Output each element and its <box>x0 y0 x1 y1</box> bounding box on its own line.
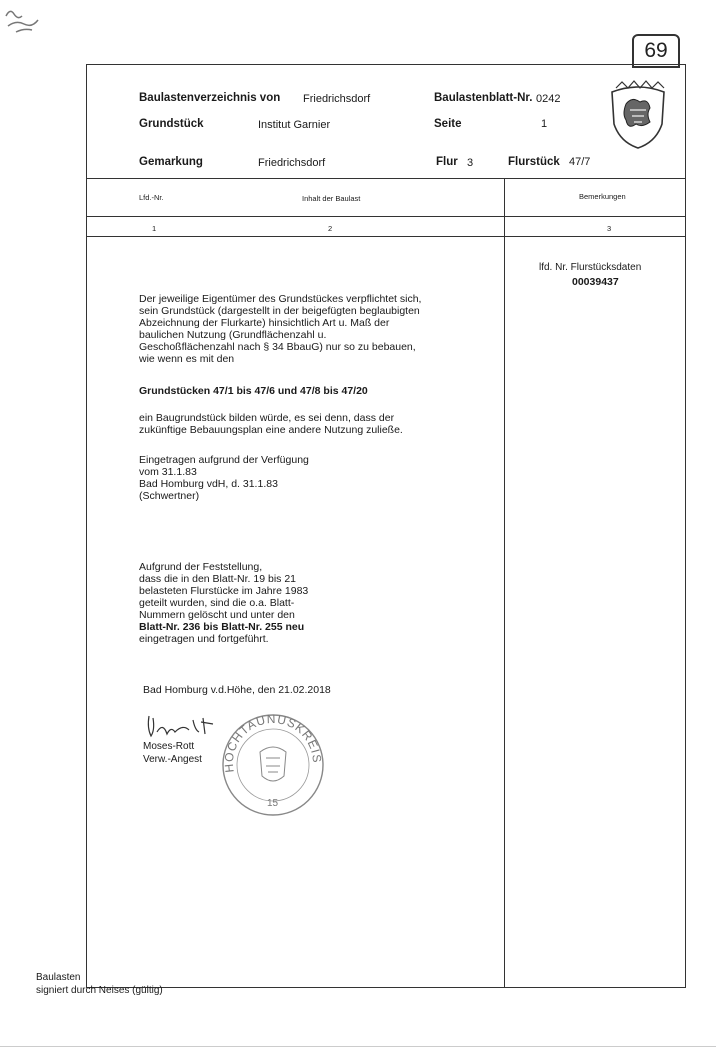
column-separator <box>504 178 505 988</box>
para4 <box>139 561 308 645</box>
frame-left-line <box>86 64 87 988</box>
para3-line: vom 31.1.83 <box>139 466 197 478</box>
col3-number: 3 <box>607 224 612 233</box>
para1-line: sein Grundstück (dargestellt in der beigefügten beglaubigten <box>139 305 420 317</box>
para2-line: zukünftige Bebauungsplan eine andere Nutzung zuließe. <box>139 424 403 436</box>
para4-line: Nummern gelöscht und unter den <box>139 609 295 621</box>
para1-line: baulichen Nutzung (Grundflächenzahl u. <box>139 329 327 341</box>
frame-right-line <box>685 64 686 988</box>
para3-line: (Schwertner) <box>139 490 200 502</box>
grundstueck-label: Grundstück <box>139 118 204 130</box>
svg-text:15: 15 <box>267 798 279 809</box>
corner-scribble <box>2 2 46 38</box>
flur-value: 3 <box>467 157 474 169</box>
header-divider <box>86 178 686 179</box>
gemarkung-label: Gemarkung <box>139 156 203 168</box>
para1-line: Geschoßflächenzahl nach § 34 BbauG) nur so zu bebauen, <box>139 341 416 353</box>
seite-label: Seite <box>434 118 462 130</box>
seite-value: 1 <box>541 118 548 130</box>
content-block <box>139 293 469 365</box>
gemarkung-value: Friedrichsdorf <box>258 157 326 169</box>
grundstuecke-bold-line: Grundstücken 47/1 bis 47/6 und 47/8 bis 47/20 <box>139 385 368 397</box>
para2-line: ein Baugrundstück bilden würde, es sei denn, dass der <box>139 412 395 424</box>
para4-line: geteilt wurden, sind die o.a. Blatt- <box>139 597 295 609</box>
grundstueck-value: Institut Garnier <box>258 119 331 131</box>
para4-line: dass die in den Blatt-Nr. 19 bis 21 <box>139 573 297 585</box>
remarks-label: lfd. Nr. Flurstücksdaten <box>539 262 642 273</box>
col1-number: 1 <box>152 224 157 233</box>
para1-line: Der jeweilige Eigentümer des Grundstückes verpflichtet sich, <box>139 293 422 305</box>
handwritten-signature <box>143 712 223 740</box>
flur-label: Flur <box>436 156 458 168</box>
page-number: 69 <box>632 34 680 68</box>
para3-line: Bad Homburg vdH, d. 31.1.83 <box>139 478 278 490</box>
para4-end-line: eingetragen und fortgeführt. <box>139 633 269 645</box>
frame-top-line <box>86 64 686 65</box>
document-frame <box>86 64 686 988</box>
para3-line: Eingetragen aufgrund der Verfügung <box>139 454 309 466</box>
verzeichnis-label: Baulastenverzeichnis von <box>139 92 281 104</box>
para1-line: wie wenn es mit den <box>139 353 235 365</box>
frame-bottom-line <box>86 987 686 988</box>
official-seal-stamp <box>220 712 326 818</box>
footer-line2: signiert durch Neises (gültig) <box>36 985 163 996</box>
colhead-divider <box>86 216 686 217</box>
col3-title: Bemerkungen <box>579 192 626 201</box>
col1-title: Lfd.-Nr. <box>139 193 164 202</box>
colnum-divider <box>86 236 686 237</box>
footer-line1: Baulasten <box>36 972 81 983</box>
para4-bold-line: Blatt-Nr. 236 bis Blatt-Nr. 255 neu <box>139 621 305 633</box>
col2-number: 2 <box>328 224 333 233</box>
coat-of-arms-emblem <box>606 80 670 152</box>
para4-line: Aufgrund der Feststellung, <box>139 561 263 573</box>
signer-title: Verw.-Angest <box>143 754 202 765</box>
flurstueck-value: 47/7 <box>569 156 591 168</box>
para2 <box>139 412 403 436</box>
col2-title: Inhalt der Baulast <box>302 194 361 203</box>
flurstueck-label: Flurstück <box>508 156 560 168</box>
verzeichnis-value: Friedrichsdorf <box>303 93 371 105</box>
para1-line: Abzeichnung der Flurkarte) hinsichtlich Art u. Maß der <box>139 317 390 329</box>
blatt-label: Baulastenblatt-Nr. <box>434 92 533 104</box>
place-date: Bad Homburg v.d.Höhe, den 21.02.2018 <box>143 684 331 696</box>
blatt-value: 0242 <box>536 93 561 105</box>
para4-line: belasteten Flurstücke im Jahre 1983 <box>139 585 309 597</box>
signer-name: Moses-Rott <box>143 741 195 752</box>
para3 <box>139 454 309 502</box>
remarks-value: 00039437 <box>572 276 619 288</box>
svg-text:HOCHTAUNUSKREIS: HOCHTAUNUSKREIS <box>221 712 325 774</box>
scan-edge-line <box>0 1046 716 1047</box>
